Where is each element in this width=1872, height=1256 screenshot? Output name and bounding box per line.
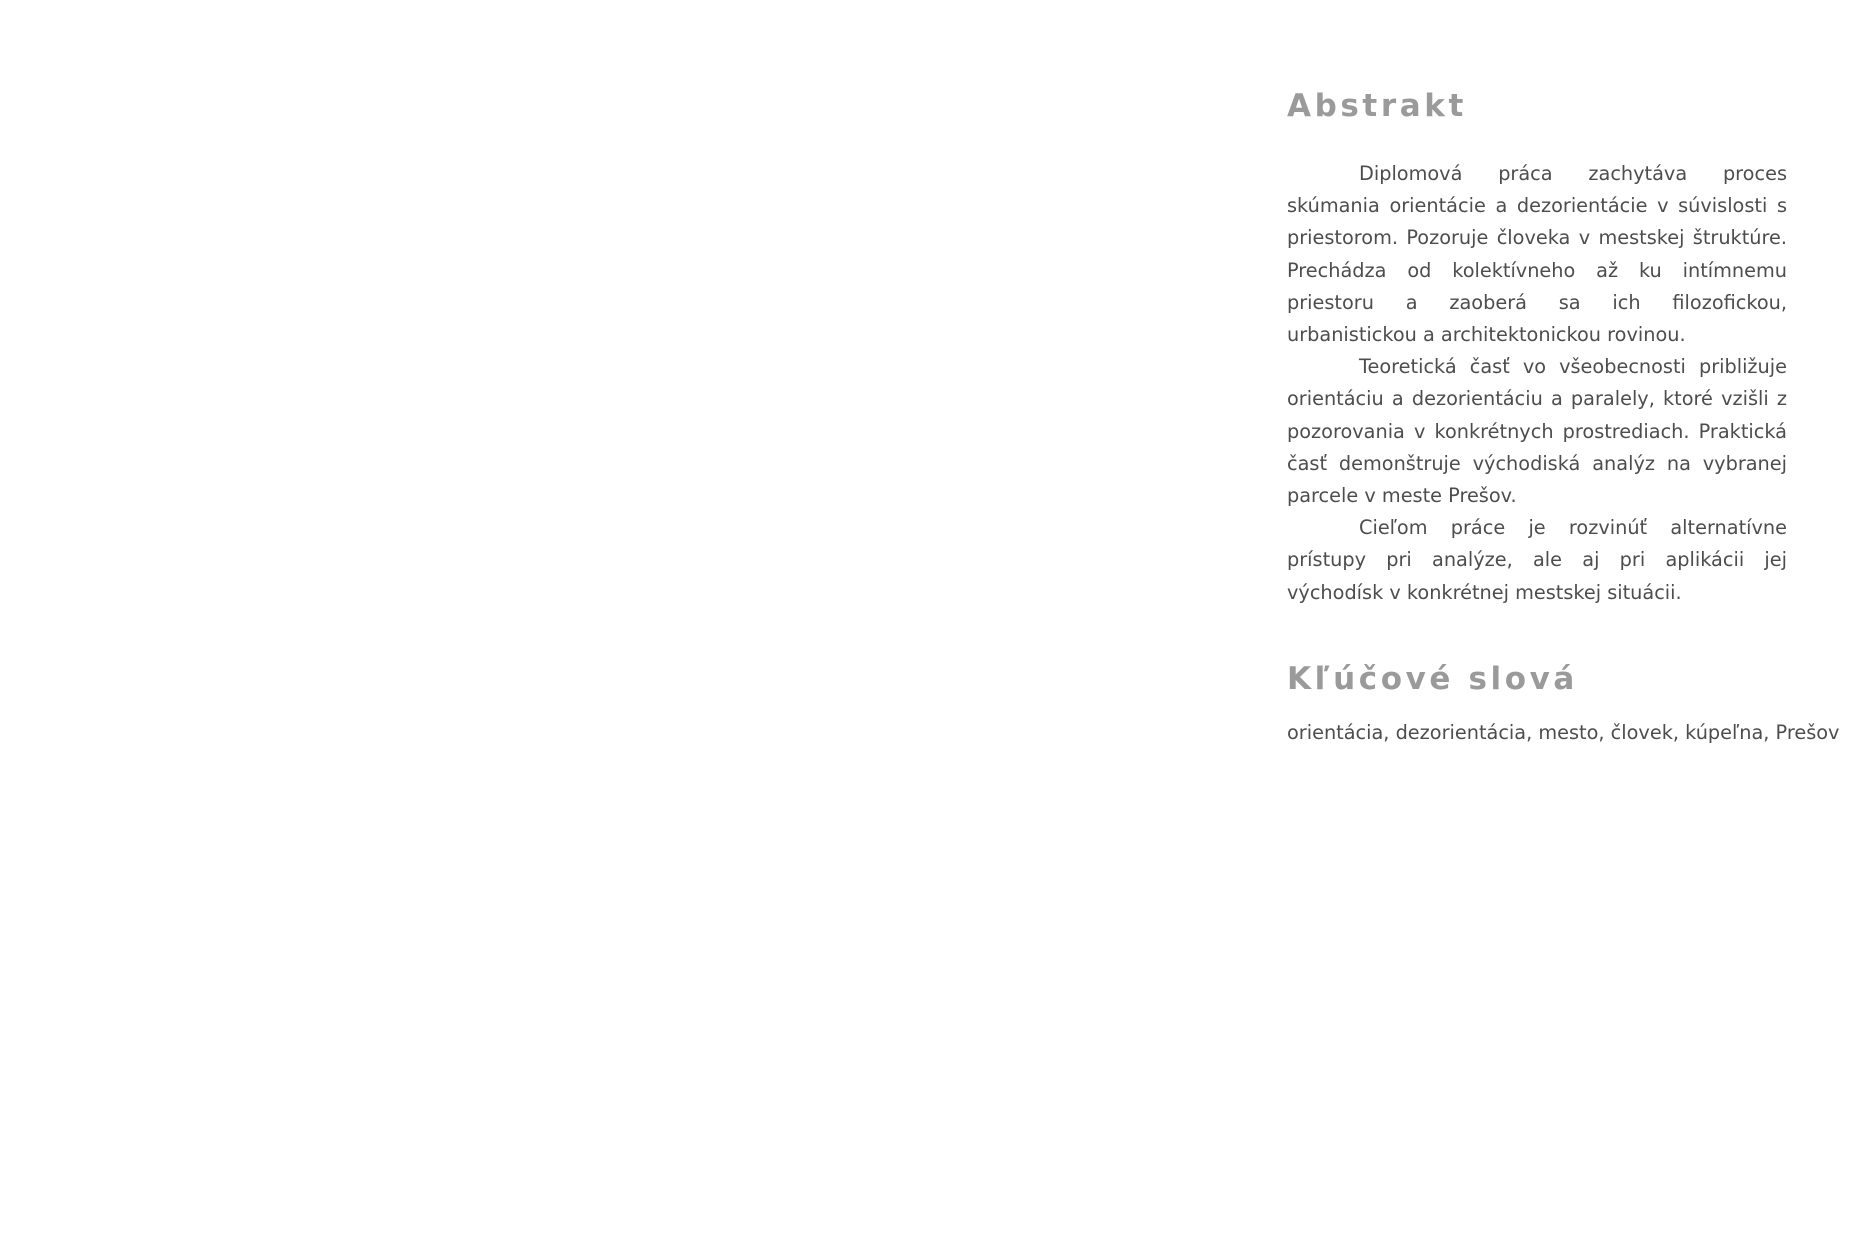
abstract-paragraph: Cieľom práce je rozvinúť alternatívne prístupy pri analýze, ale aj pri aplikácii jej východísk v konkrétnej mestskej situácii.: [1287, 516, 1787, 604]
abstract-heading: Abstrakt: [1287, 88, 1467, 124]
abstract-body: [1287, 158, 1787, 609]
keywords-list: orientácia, dezorientácia, mesto, človek, kúpeľna, Prešov: [1287, 720, 1840, 744]
abstract-paragraph: Diplomová práca zachytáva proces skúmania orientácie a dezorientácie v súvislosti s priestorom. Pozoruje človeka v mestskej štruktúre. Prechádza od kolektívneho až ku intímnemu priestoru a zaoberá sa ich filozofickou, urbanistickou a architektonickou rovinou.: [1287, 162, 1787, 347]
text-column: [1287, 84, 1840, 749]
abstract-paragraph: Teoretická časť vo všeobecnosti približuje orientáciu a dezorientáciu a paralely, ktoré vzišli z pozorovania v konkrétnych prostrediach. Praktická časť demonštruje východiská analýz na vybranej parcele v meste Prešov.: [1287, 355, 1787, 508]
keywords-heading: Kľúčové slová: [1287, 660, 1578, 697]
